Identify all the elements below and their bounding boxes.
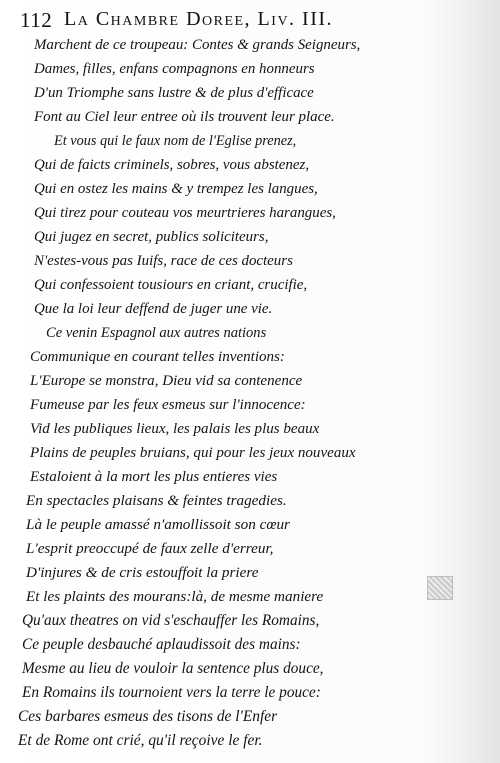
verse-line: Estaloient à la mort les plus entieres vies	[30, 469, 278, 485]
verse-line: Et vous qui le faux nom de l'Eglise prenez,	[54, 133, 297, 149]
verse-line: Mesme au lieu de vouloir la sentence plus douce,	[22, 660, 324, 677]
verse-line: Qu'aux theatres on vid s'eschauffer les Romains,	[22, 612, 320, 629]
verse-line: Plains de peuples bruians, qui pour les jeux nouveaux	[30, 445, 356, 461]
verse-line: Qui confessoient tousiours en criant, crucifie,	[34, 277, 308, 293]
verse-line: L'esprit preoccupé de faux zelle d'erreur,	[26, 540, 274, 557]
verse-line: Et de Rome ont crié, qu'il reçoive le fer.	[18, 732, 263, 749]
verse-line: D'un Triomphe sans lustre & de plus d'efficace	[34, 85, 314, 101]
verse-line: Ce peuple desbauché aplaudissoit des mains:	[22, 636, 301, 653]
verse-line: Dames, filles, enfans compagnons en honneurs	[34, 61, 315, 77]
verse-line: Font au Ciel leur entree où ils trouvent leur place.	[34, 109, 335, 125]
verse-line: Marchent de ce troupeau: Contes & grands Seigneurs,	[34, 37, 361, 53]
page-number: 112	[20, 8, 53, 32]
running-head	[20, 8, 430, 34]
verse-line: Vid les publiques lieux, les palais les plus beaux	[30, 421, 320, 437]
verse-line: En spectacles plaisans & feintes tragedies.	[26, 492, 287, 509]
verse-line: Ces barbares esmeus des tisons de l'Enfer	[18, 708, 278, 725]
verse-line: Qui tirez pour couteau vos meurtrieres harangues,	[34, 205, 336, 221]
verse-line: Qui en ostez les mains & y trempez les langues,	[34, 181, 318, 197]
library-stamp	[427, 576, 453, 600]
verse-line: Communique en courant telles inventions:	[30, 349, 285, 365]
verse-line: Qui de faicts criminels, sobres, vous abstenez,	[34, 157, 310, 173]
verse-line: En Romains ils tournoient vers la terre le pouce:	[22, 684, 321, 701]
verse-line: Ce venin Espagnol aux autres nations	[46, 325, 267, 341]
book-title: La Chambre Doree, Liv. III.	[64, 8, 334, 30]
verse-line: N'estes-vous pas Iuifs, race de ces docteurs	[34, 253, 293, 269]
verse-line: Qui jugez en secret, publics soliciteurs,	[34, 229, 269, 245]
verse-line: Là le peuple amassé n'amollissoit son cœur	[26, 516, 290, 533]
verse-line: Fumeuse par les feux esmeus sur l'innocence:	[30, 397, 306, 413]
verse-line: Et les plaints des mourans:là, de mesme maniere	[26, 588, 324, 605]
verse-line: D'injures & de cris estouffoit la priere	[26, 564, 259, 581]
verse-line: L'Europe se monstra, Dieu vid sa contenence	[30, 373, 303, 389]
verse-line: Que la loi leur deffend de juger une vie.	[34, 301, 273, 317]
